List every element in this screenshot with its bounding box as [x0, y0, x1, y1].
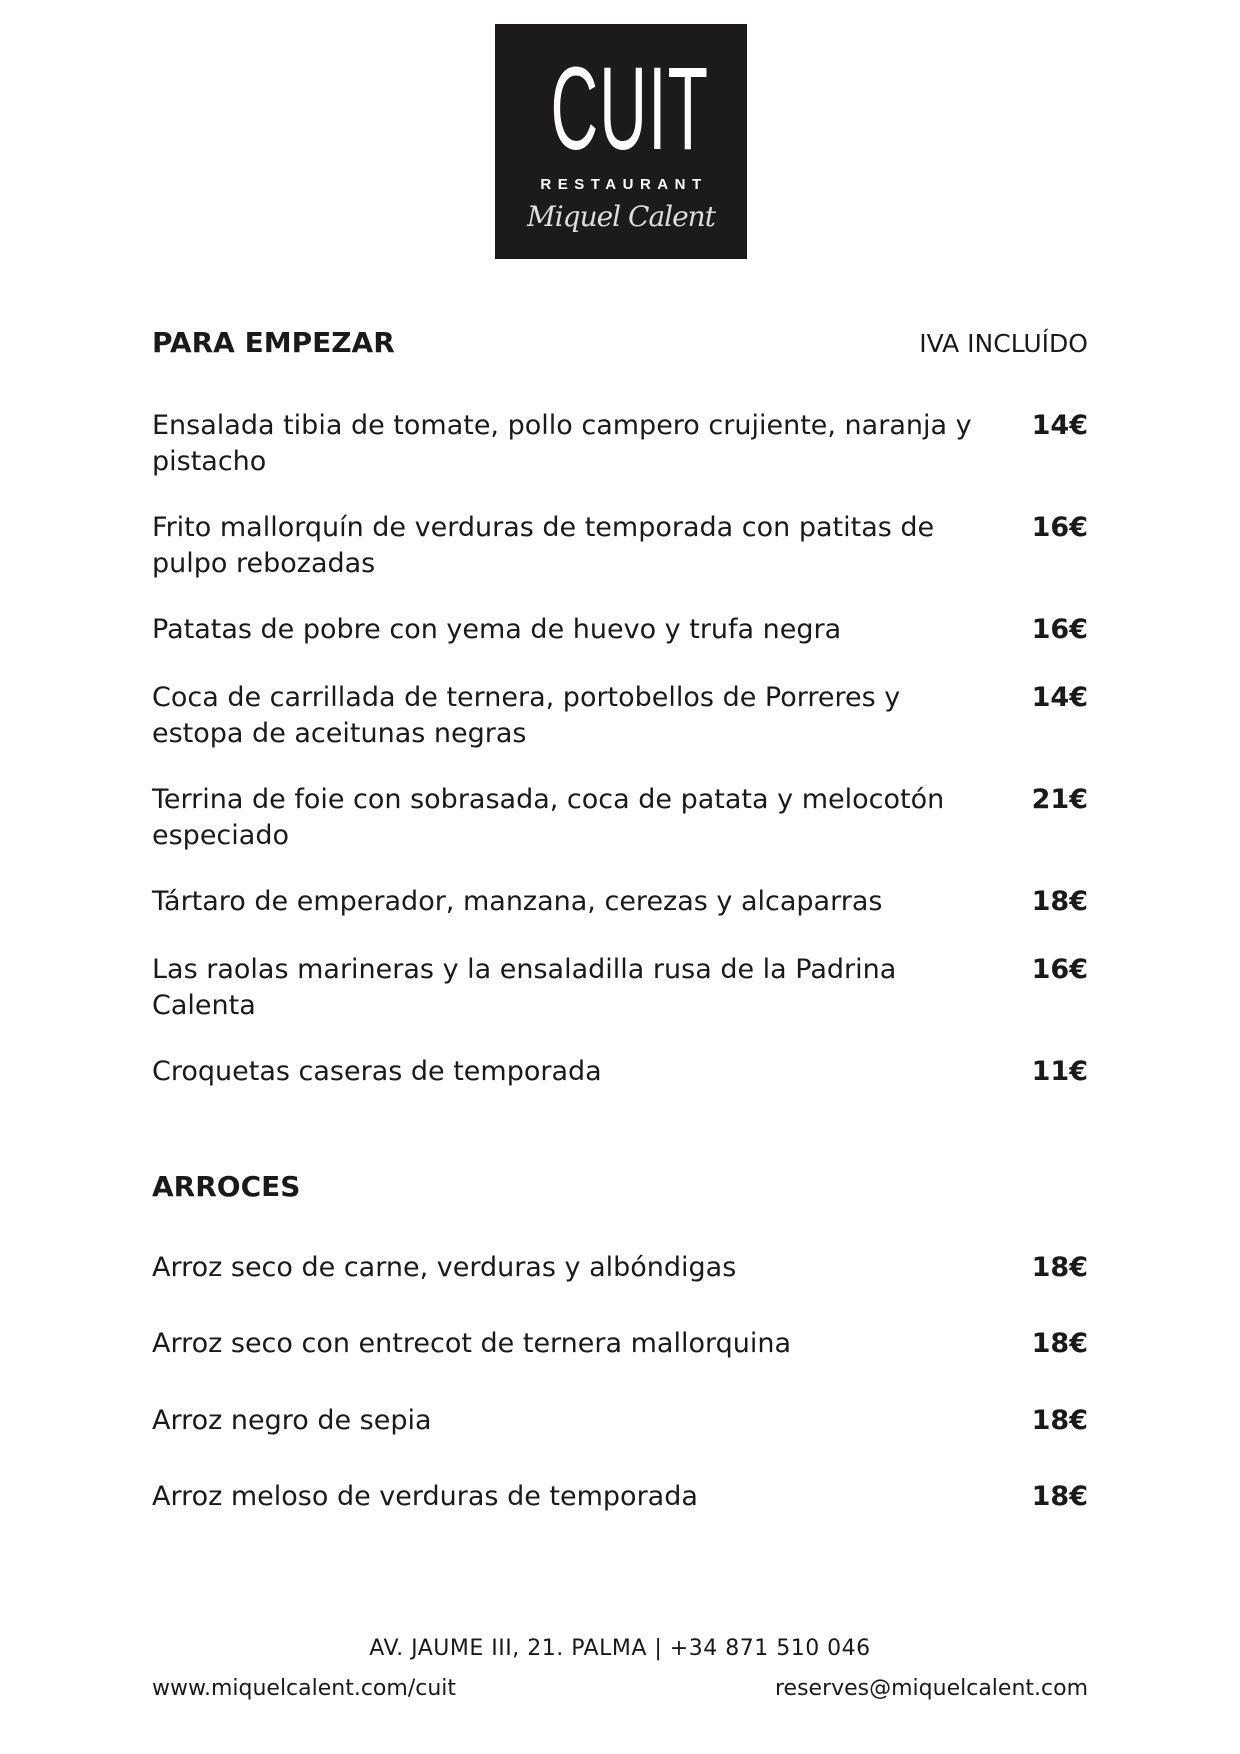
menu-item-price: 18€ [1031, 886, 1088, 917]
menu-item-name: Coca de carrillada de ternera, portobellos de Porreres y estopa de aceitunas negras [152, 682, 901, 749]
menu-item-name: Las raolas marineras y la ensaladilla rusa de la Padrina Calenta [152, 954, 897, 1021]
menu-item-name: Arroz seco de carne, verduras y albóndigas [152, 1252, 737, 1283]
menu-item-name: Terrina de foie con sobrasada, coca de patata y melocotón especiado [152, 784, 945, 851]
menu-item [152, 680, 1088, 752]
menu-item-price: 16€ [1031, 512, 1088, 543]
menu-item-price: 18€ [1031, 1328, 1088, 1359]
section-title-para-empezar: PARA EMPEZAR [152, 326, 395, 359]
menu-item-price: 16€ [1031, 614, 1088, 645]
menu-item-price: 18€ [1031, 1481, 1088, 1512]
menu-item [152, 884, 1088, 920]
website-link[interactable]: www.miquelcalent.com/cuit [152, 1676, 457, 1701]
footer-address: AV. JAUME III, 21. PALMA | +34 871 510 046 [369, 1636, 871, 1661]
tax-note: IVA INCLUÍDO [919, 329, 1088, 358]
menu-item [152, 408, 1088, 480]
menu-item-name: Arroz seco con entrecot de ternera mallorquina [152, 1328, 792, 1359]
menu-item [152, 782, 1088, 854]
restaurant-logo [495, 24, 747, 259]
menu-item-name: Patatas de pobre con yema de huevo y trufa negra [152, 614, 842, 645]
menu-item [152, 1403, 1088, 1439]
logo-signature: Miquel Calent [527, 200, 715, 233]
menu-item-name: Arroz negro de sepia [152, 1405, 432, 1436]
menu-item-name: Arroz meloso de verduras de temporada [152, 1481, 698, 1512]
menu-item [152, 1054, 1088, 1090]
menu-item-name: Tártaro de emperador, manzana, cerezas y alcaparras [152, 886, 883, 917]
section-title-arroces: ARROCES [152, 1170, 301, 1203]
menu-item-price: 21€ [1031, 784, 1088, 815]
menu-item [152, 1479, 1088, 1515]
menu-item-price: 18€ [1031, 1252, 1088, 1283]
email-link[interactable]: reserves@miquelcalent.com [774, 1676, 1088, 1701]
menu-item [152, 952, 1088, 1024]
menu-item [152, 1326, 1088, 1362]
menu-item [152, 510, 1088, 582]
logo-name: CUIT [550, 43, 710, 175]
menu-item [152, 1250, 1088, 1286]
menu-item-name: Ensalada tibia de tomate, pollo campero crujiente, naranja y pistacho [152, 410, 972, 477]
menu-item-price: 11€ [1031, 1056, 1088, 1087]
logo-subtitle: RESTAURANT [540, 176, 708, 193]
menu-item-price: 18€ [1031, 1405, 1088, 1436]
menu-item-price: 16€ [1031, 954, 1088, 985]
menu-item-price: 14€ [1031, 682, 1088, 713]
menu-item-name: Croquetas caseras de temporada [152, 1056, 602, 1087]
menu-item-price: 14€ [1031, 410, 1088, 441]
menu-item-name: Frito mallorquín de verduras de temporada con patitas de pulpo rebozadas [152, 512, 935, 579]
menu-item [152, 612, 1088, 648]
